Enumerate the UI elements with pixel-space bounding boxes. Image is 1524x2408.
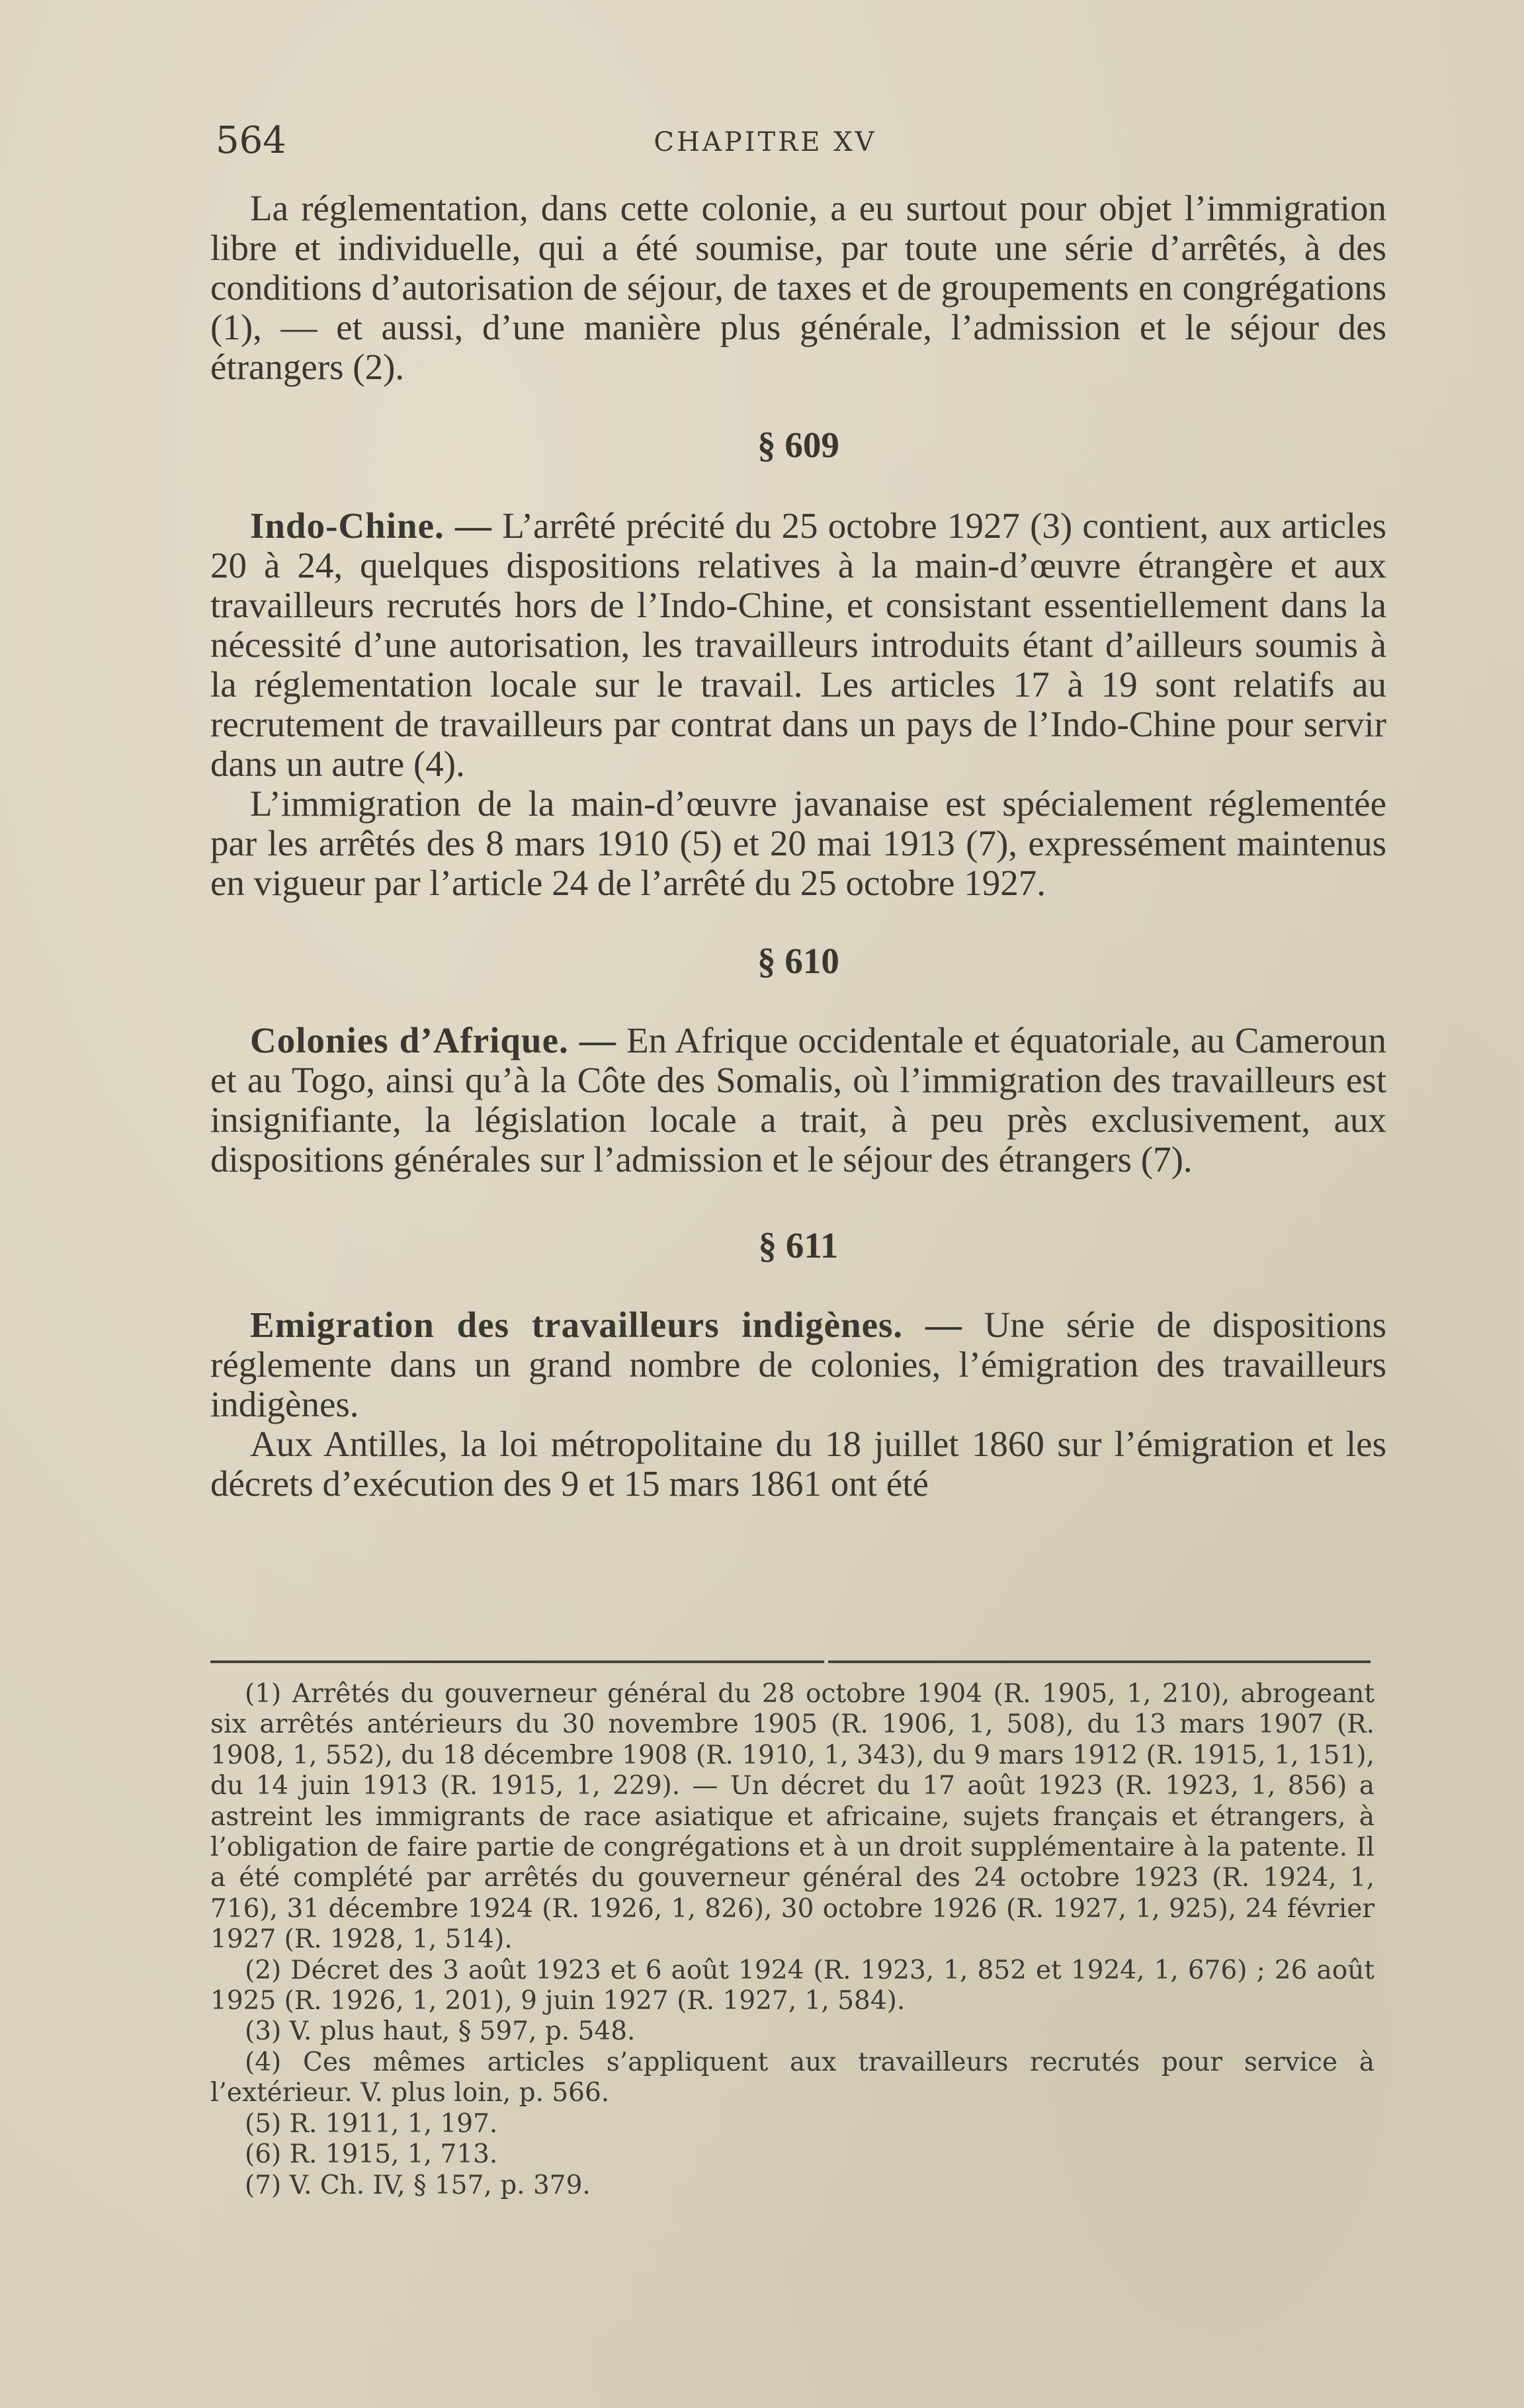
paragraph-text: L’arrêté précité du 25 octobre 1927 (3) contient, aux articles 20 à 24, quelques dispositions relatives à la main-d’œuvre étrangère et aux travailleurs recrutés hors de l’Indo-Chine, et consistant essentiellement dans la nécessité d’une autorisation, les travailleurs introduits étant d’ailleurs soumis à la réglementation locale sur le travail. Les articles 17 à 19 sont relatifs au recrutement de travailleurs par contrat dans un pays de l’Indo-Chine pour servir dans un autre (4).	[210, 505, 1387, 784]
section-heading-610: § 610	[757, 941, 839, 981]
footnote: (6) R. 1915, 1, 713.	[245, 2139, 498, 2170]
footnotes	[210, 1679, 1375, 2201]
footnote: (1) Arrêtés du gouverneur général du 28 octobre 1904 (R. 1905, 1, 210), abrogeant six arrêtés antérieurs du 30 novembre 1905 (R. 1906, 1, 508), du 13 mars 1907 (R. 1908, 1, 552), du 18 décembre 1908 (R. 1910, 1, 343), du 9 mars 1912 (R. 1915, 1, 151), du 14 juin 1913 (R. 1915, 1, 229). — Un décret du 17 août 1923 (R. 1923, 1, 856) a astreint les immigrants de race asiatique et africaine, sujets français et étrangers, à l’obligation de faire partie de congrégations et à un droit supplémentaire à la patente. Il a été complété par arrêtés du gouverneur général des 24 octobre 1923 (R. 1924, 1, 716), 31 décembre 1924 (R. 1926, 1, 826), 30 octobre 1926 (R. 1927, 1, 925), 24 février 1927 (R. 1928, 1, 514).	[210, 1679, 1375, 1955]
footnote: (7) V. Ch. IV, § 157, p. 379.	[245, 2170, 591, 2200]
paragraph-text: L’immigration de la main-d’œuvre javanaise est spécialement réglementée par les arrêtés des 8 mars 1910 (5) et 20 mai 1913 (7), expressément maintenus en vigueur par l’article 24 de l’arrêté du 25 octobre 1927.	[210, 783, 1386, 903]
paragraph-text: En Afrique occidentale et équatoriale, au Cameroun et au Togo, ainsi qu’à la Côte des Somalis, où l’immigration des travailleurs est insignifiante, la législation locale a trait, à peu près exclusivement, aux dispositions générales sur l’admission et le séjour des étrangers (7).	[210, 1020, 1386, 1180]
paragraph-lead: Indo-Chine. —	[250, 505, 492, 546]
paragraph-javanaise	[210, 784, 1386, 903]
paragraph-afrique	[210, 1021, 1386, 1180]
paragraph-emigration	[210, 1305, 1386, 1424]
paragraph-indo-chine	[210, 506, 1386, 784]
paragraph-antilles	[210, 1424, 1386, 1504]
paragraph-text: Aux Antilles, la loi métropolitaine du 18 juillet 1860 sur l’émigration et les décrets d’exécution des 9 et 15 mars 1861 ont été	[210, 1424, 1386, 1504]
intro-paragraph: La réglementation, dans cette colonie, a eu surtout pour objet l’immigration libre et individuelle, qui a été soumise, par toute une série d’arrêtés, à des conditions d’autorisation de séjour, de taxes et de groupements en congrégations (1), — et aussi, d’une manière plus générale, l’admission et le séjour des étrangers (2).	[210, 188, 1386, 387]
section-heading-609: § 609	[757, 425, 839, 465]
body-text	[210, 189, 1386, 1504]
paragraph-text: Une série de dispositions réglemente dans un grand nombre de colonies, l’émigration des travailleurs indigènes.	[210, 1305, 1386, 1424]
footnote-rule	[828, 1660, 1371, 1663]
footnote: (4) Ces mêmes articles s’appliquent aux travailleurs recrutés pour service à l’extérieur. V. plus loin, p. 566.	[210, 2047, 1375, 2108]
paragraph-lead: Emigration des travailleurs indigènes. —	[250, 1305, 962, 1345]
footnote-rule	[210, 1660, 824, 1663]
footnote: (5) R. 1911, 1, 197.	[245, 2108, 498, 2139]
paragraph-lead: Colonies d’Afrique. —	[250, 1020, 616, 1060]
page-number: 564	[216, 119, 286, 162]
footnote: (3) V. plus haut, § 597, p. 548.	[245, 2016, 636, 2047]
footnote: (2) Décret des 3 août 1923 et 6 août 1924 (R. 1923, 1, 852 et 1924, 1, 676) ; 26 août 1925 (R. 1926, 1, 201), 9 juin 1927 (R. 1927, 1, 584).	[210, 1955, 1375, 2016]
running-head: CHAPITRE XV	[654, 127, 877, 157]
section-heading-611: § 611	[758, 1225, 839, 1266]
